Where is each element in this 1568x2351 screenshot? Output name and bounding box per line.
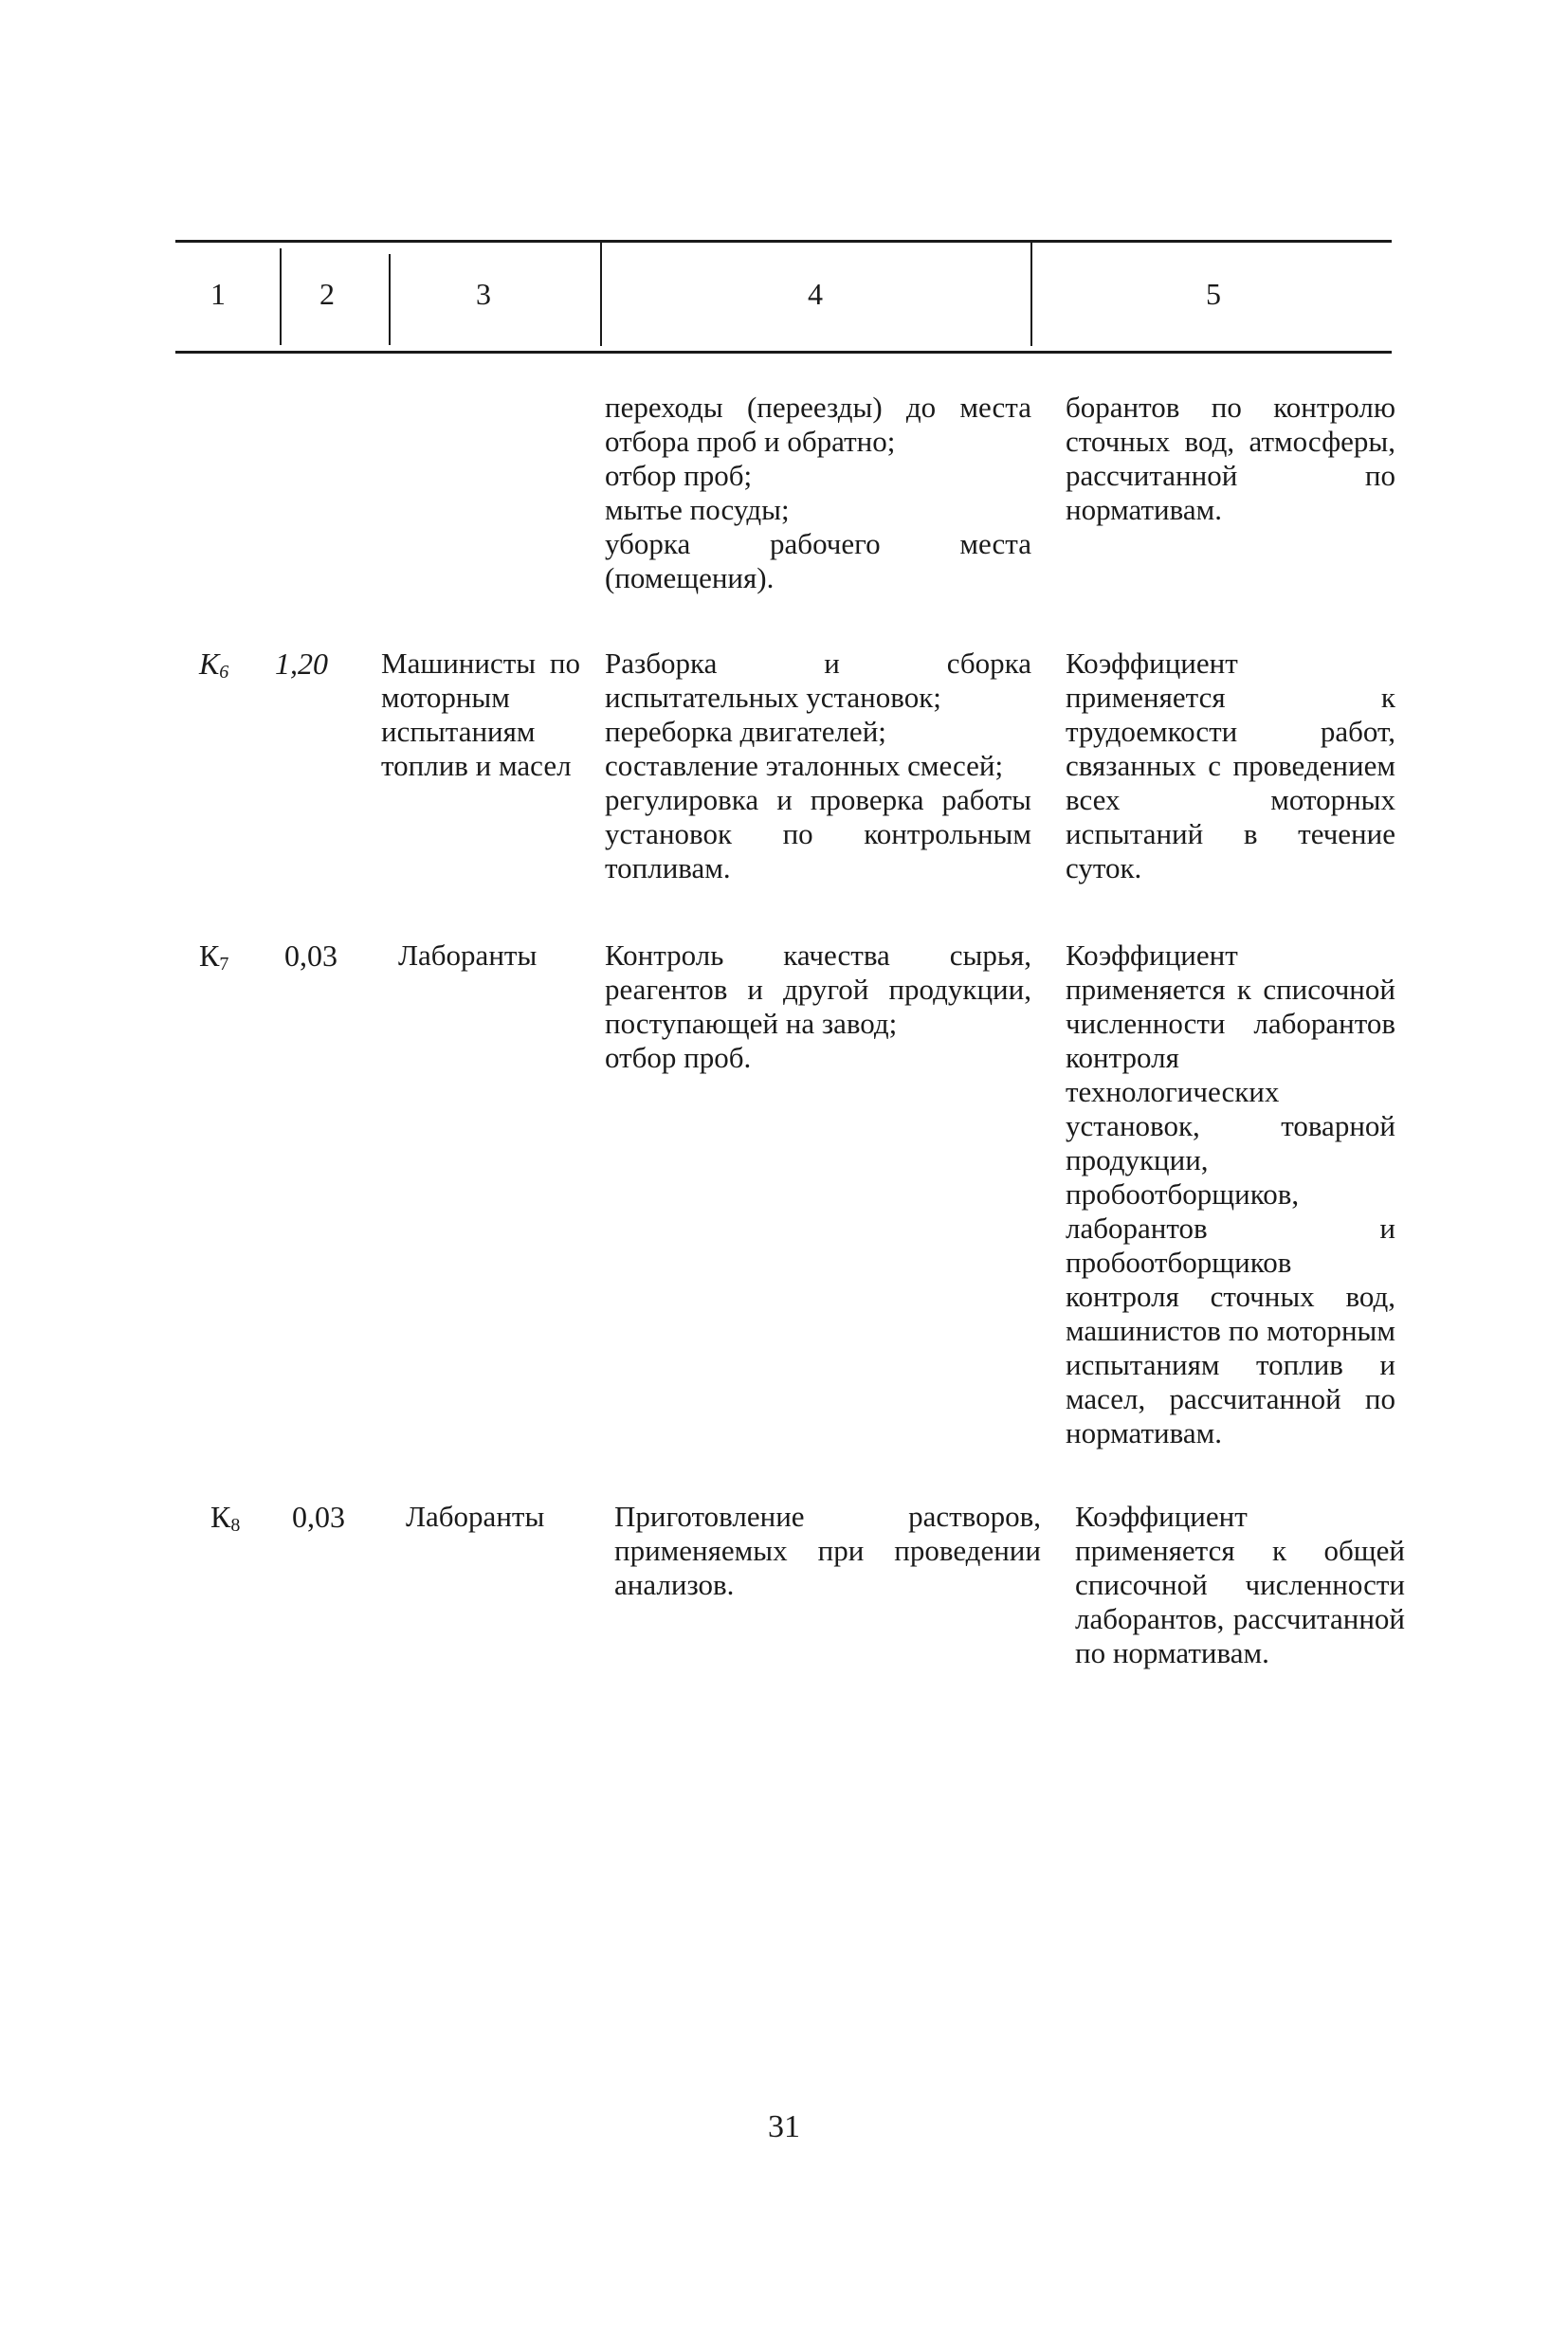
row-k7-note: Коэффициент применяется к списочной численности лаборантов контроля технологических установок, товарной продукции, пробоотборщиков, лаборантов и пробоотборщиков контроля сточных вод, машинистов по моторным испытаниям топлив и масел, рассчитанной по нормативам.	[1066, 939, 1395, 1449]
row-k7-coefficient: 0,03	[284, 939, 337, 973]
header-divider-2	[389, 254, 391, 345]
row-k6-coefficient: 1,20	[275, 647, 328, 681]
header-col-1: 1	[210, 277, 226, 311]
row-k8-code-sub: 8	[230, 1515, 241, 1536]
row-k8-note: Коэффициент применяется к общей списочной численности лаборантов, рассчитанной по нормативам.	[1075, 1500, 1405, 1669]
row-k8-code	[210, 1500, 240, 1542]
row-k6-note: Коэффициент применяется к трудоемкости работ, связанных с проведением всех моторных испытаний в течение суток.	[1066, 647, 1395, 884]
row-k8-coefficient: 0,03	[292, 1500, 345, 1534]
row-k7-code-letter: К	[199, 939, 220, 973]
row-k7-code	[199, 939, 228, 981]
row-k6-work: Разборка и сборка испытательных установок; переборка двигателей; составление эталонных смесей; регулировка и проверка работы установок по контрольным топливам.	[605, 647, 1031, 884]
header-divider-3	[600, 242, 602, 346]
row-k6-code-letter: К	[199, 647, 220, 681]
header-col-3: 3	[476, 277, 491, 311]
row-k8-code-letter: К	[210, 1500, 231, 1534]
header-col-2: 2	[319, 277, 335, 311]
continuation-work-text: переходы (переезды) до места отбора проб и обратно; отбор проб; мытье посуды; уборка рабочего места (помещения).	[605, 391, 1031, 594]
table-header-bottom-rule	[175, 351, 1392, 354]
header-col-5: 5	[1206, 277, 1221, 311]
continuation-note-text: борантов по контролю сточных вод, атмосферы, рассчитанной по нормативам.	[1066, 391, 1395, 526]
row-k7-code-sub: 7	[219, 954, 229, 975]
row-k7-profession: Лаборанты	[398, 939, 538, 972]
row-k6-code	[199, 647, 228, 689]
page-number: 31	[768, 2109, 800, 2144]
row-k8-work: Приготовление растворов, применяемых при проведении анализов.	[614, 1500, 1041, 1601]
row-k8-profession: Лаборанты	[406, 1500, 545, 1533]
header-col-4: 4	[808, 277, 823, 311]
header-divider-1	[280, 248, 282, 345]
header-divider-4	[1030, 242, 1032, 346]
table-top-rule	[175, 240, 1392, 243]
row-k7-work: Контроль качества сырья, реагентов и другой продукции, поступающей на завод; отбор проб.	[605, 939, 1031, 1074]
row-k6-code-sub: 6	[219, 662, 229, 683]
row-k6-profession: Машинисты по моторным испытаниям топлив и масел	[381, 647, 580, 782]
